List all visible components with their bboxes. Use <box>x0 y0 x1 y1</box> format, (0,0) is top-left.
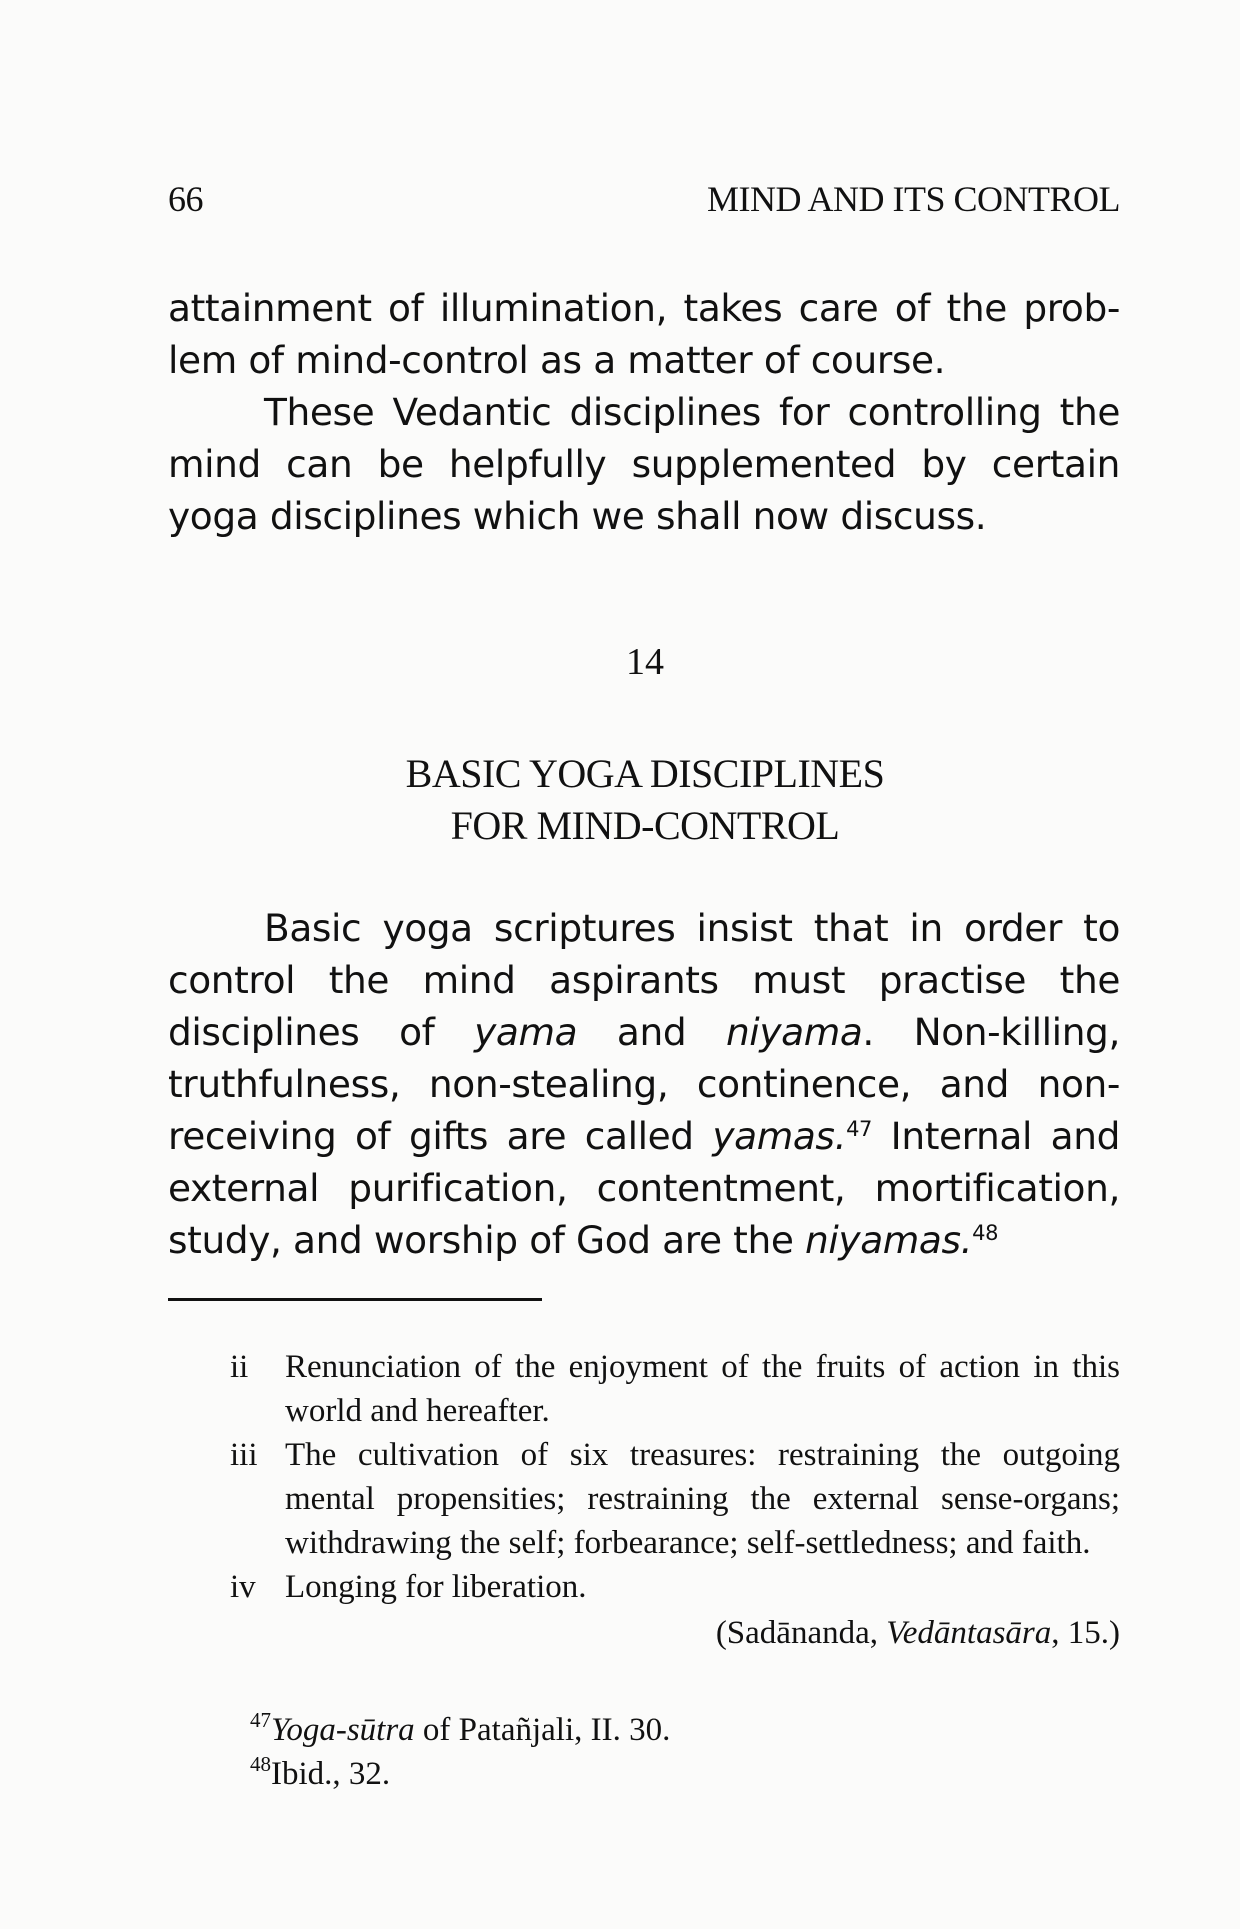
note-item <box>230 1345 1120 1433</box>
footnote-ref-48[interactable]: 48 <box>972 1221 999 1245</box>
vedantic-disciplines-paragraph: These Vedantic disciplines for controlling the mind can be helpfully supplemented by certain yoga disciplines which we shall now discuss. <box>168 390 1120 538</box>
footnote-number: 47 <box>250 1708 271 1732</box>
footnotes <box>250 1708 1110 1796</box>
footnote-title: Yoga-sūtra <box>271 1712 415 1748</box>
footnote-text: of Patañjali, II. 30. <box>414 1712 671 1748</box>
term-niyamas: niyamas. <box>805 1218 973 1262</box>
term-yamas: yamas. <box>712 1114 847 1158</box>
note-item <box>230 1565 1120 1609</box>
paragraph-text: Internal and external purification, contentment, mortification, study, and worship of God are the <box>168 1114 1120 1262</box>
footnote-number: 48 <box>250 1752 271 1776</box>
source-citation <box>230 1611 1120 1655</box>
chapter-title-line-2: FOR MIND-CONTROL <box>450 803 840 848</box>
citation-open: (Sadānanda, <box>715 1615 887 1651</box>
yoga-disciplines-paragraph <box>168 902 1120 1266</box>
footnote-48 <box>250 1752 1110 1796</box>
footnote-divider <box>168 1298 542 1301</box>
footnote-text: Ibid., 32. <box>271 1756 391 1792</box>
chapter-title-line-1: BASIC YOGA DISCIPLINES <box>405 751 885 796</box>
running-header <box>168 178 1120 228</box>
paragraph-text: and <box>577 1010 726 1054</box>
earlier-footnote-continuation <box>230 1345 1120 1655</box>
paragraph-text: Basic yoga scriptures insist that in order to control the mind aspirants must practise the disciplines of <box>168 906 1120 1054</box>
note-marker: iii <box>230 1437 258 1473</box>
note-text: The cultivation of six treasures: restraining the outgoing mental propensities; restraining the external sense-organs; withdrawing the self; forbearance; self-settledness; and faith. <box>285 1437 1120 1561</box>
citation-work: Vedāntasāra <box>886 1615 1052 1651</box>
footnote-47 <box>250 1708 1110 1752</box>
continued-line-2: lem of mind-control as a matter of course. <box>168 338 946 382</box>
chapter-number: 14 <box>626 641 664 683</box>
note-marker: ii <box>230 1349 249 1385</box>
note-text: Renunciation of the enjoyment of the fruits of action in this world and hereafter. <box>285 1349 1120 1429</box>
note-text: Longing for liberation. <box>285 1569 587 1605</box>
running-title: MIND AND ITS CONTROL <box>707 179 1120 219</box>
continued-line-1: attainment of illumination, takes care of the prob- <box>168 286 1120 330</box>
term-yama: yama <box>474 1010 578 1054</box>
citation-close: , 15.) <box>1051 1615 1120 1651</box>
paragraph-text: . Non-killing, truthfulness, non-stealing, continence, and non-receiving of gifts are called <box>168 1010 1120 1158</box>
page-number: 66 <box>168 179 203 219</box>
continued-paragraph <box>168 282 1120 386</box>
note-marker: iv <box>230 1569 256 1605</box>
note-item <box>230 1433 1120 1565</box>
chapter-title <box>0 748 1240 852</box>
term-niyama: niyama <box>725 1010 863 1054</box>
footnote-ref-47[interactable]: 47 <box>846 1117 873 1141</box>
